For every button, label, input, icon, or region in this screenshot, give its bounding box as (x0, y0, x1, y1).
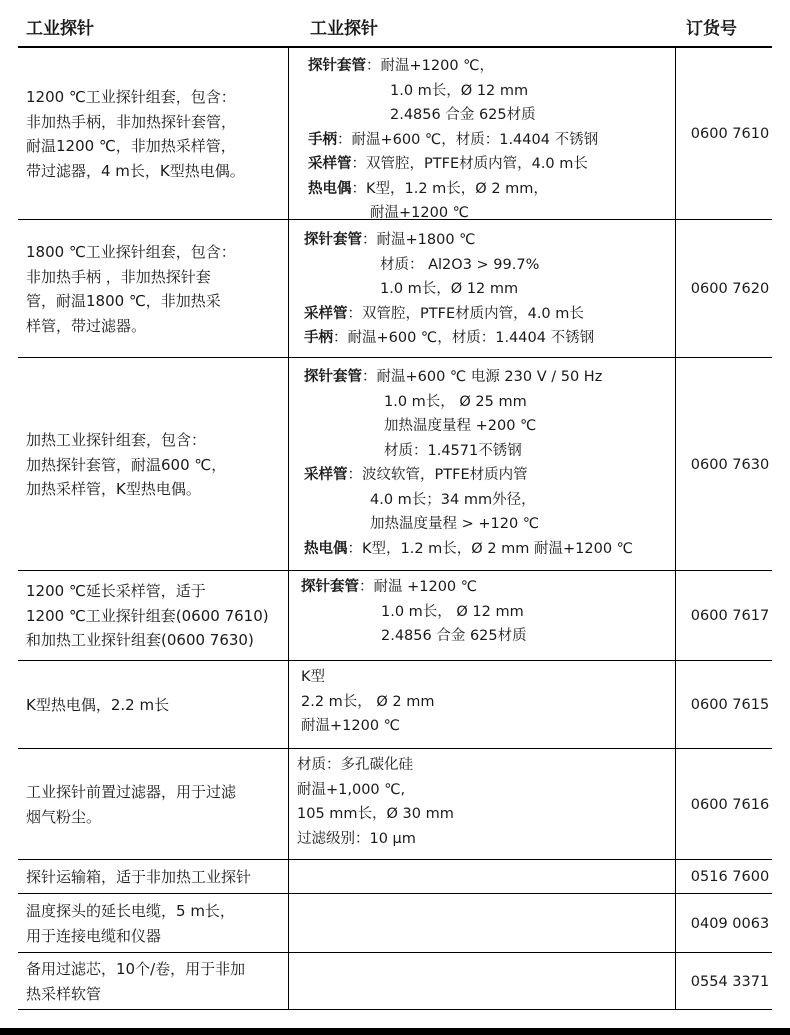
spec-label: 采样管 (304, 467, 348, 483)
spec-line (301, 624, 685, 649)
description-line: 1800 ℃工业探针组套，包含： (26, 243, 236, 261)
table-row (18, 358, 772, 571)
product-description (26, 579, 288, 653)
spec-text: 耐温+1,000 ℃, (297, 781, 406, 798)
spec-text: 2.2 m长， Ø 2 mm (301, 693, 435, 710)
product-specification (304, 228, 688, 351)
spec-line (308, 54, 692, 79)
spec-label: 采样管 (308, 156, 352, 172)
description-line: 热采样软管 (26, 984, 102, 1003)
description-line: 耐温1200 ℃，非加热采样管， (26, 137, 236, 155)
header-order-number: 订货号 (686, 19, 737, 39)
table-row (18, 661, 772, 749)
spec-text: ：耐温 +1200 ℃ (359, 579, 478, 595)
spec-text: 材质：1.4571不锈钢 (384, 442, 522, 459)
product-specification (301, 665, 685, 739)
description-line: 和加热工业探针组套(0600 7630) (26, 631, 254, 649)
spec-text: ：耐温+600 ℃，材质：1.4404 不锈钢 (333, 330, 595, 346)
product-description (26, 693, 288, 718)
column-divider-1 (288, 48, 289, 1010)
spec-label: 手柄 (304, 330, 333, 346)
spec-line (304, 277, 688, 302)
spec-text: ：双管腔，PTFE材质内管，4.0 m长 (351, 156, 588, 172)
footer-bar (0, 1028, 790, 1035)
description-line: 加热探针套管，耐温600 ℃， (26, 455, 227, 474)
description-line: K型热电偶，2.2 m长 (26, 696, 170, 714)
spec-line (304, 390, 688, 415)
spec-line (308, 79, 692, 104)
spec-text: 加热温度量程 > +120 ℃ (370, 516, 540, 532)
spec-label: 手柄 (308, 131, 337, 148)
spec-text: 材质： Al2O3 > 99.7% (380, 256, 540, 273)
order-number: 0600 7630 (690, 457, 770, 473)
product-description (26, 865, 288, 890)
spec-label: 探针套管 (308, 58, 366, 74)
description-line: 1200 ℃延长采样管，适于 (26, 582, 206, 600)
order-number: 0516 7600 (690, 869, 770, 885)
spec-label: 探针套管 (304, 369, 362, 385)
spec-line (304, 253, 688, 278)
spec-label: 热电偶 (304, 540, 348, 557)
description-line: 非加热手柄 ，非加热探针套 (26, 267, 211, 286)
description-line: 工业探针前置过滤器，用于过滤 (26, 783, 237, 801)
table-row (18, 894, 772, 953)
order-number: 0600 7615 (690, 697, 770, 713)
spec-line (304, 439, 688, 464)
spec-label: 热电偶 (308, 180, 352, 197)
order-number: 0409 0063 (690, 916, 770, 932)
spec-line (301, 600, 685, 625)
spec-text: 105 mm长，Ø 30 mm (297, 806, 454, 822)
spec-line (304, 488, 688, 513)
order-number: 0600 7616 (690, 797, 770, 813)
table-row (18, 860, 772, 894)
spec-text: 2.4856 合金 625材质 (390, 107, 536, 123)
spec-text: ：耐温+1800 ℃ (362, 232, 476, 248)
description-line: 管，耐温1800 ℃，非加热采 (26, 292, 221, 310)
spec-label: 探针套管 (304, 232, 362, 248)
spec-line (297, 827, 681, 852)
spec-line (304, 228, 688, 253)
description-line: 烟气粉尘。 (26, 807, 102, 826)
product-specification (308, 54, 692, 226)
spec-text: 1.0 m长，Ø 12 mm (380, 281, 519, 297)
description-line: 加热工业探针组套，包含： (26, 431, 207, 449)
description-line: 1200 ℃工业探针组套(0600 7610) (26, 606, 269, 625)
spec-text: 1.0 m长， Ø 12 mm (381, 603, 524, 620)
column-divider-2 (675, 48, 676, 1010)
table-row (18, 953, 772, 1010)
spec-text: 耐温+1200 ℃ (301, 718, 400, 734)
spec-line (297, 778, 681, 803)
spec-line (301, 665, 685, 690)
spec-line (304, 537, 688, 562)
product-description (26, 957, 288, 1006)
spec-text: ：耐温+1200 ℃， (366, 58, 494, 74)
spec-line (301, 714, 685, 739)
description-line: 带过滤器，4 m长，K型热电偶。 (26, 161, 245, 180)
spec-text: 4.0 m长；34 mm外径， (370, 491, 536, 508)
order-number: 0600 7617 (690, 608, 770, 624)
spec-line (304, 414, 688, 439)
spec-text: K型 (301, 669, 326, 685)
spec-text: ：波纹软管，PTFE材质内管 (347, 467, 528, 483)
table-row (18, 749, 772, 860)
product-description (26, 240, 288, 338)
spec-text: 1.0 m长，Ø 12 mm (390, 82, 529, 99)
spec-line (304, 365, 688, 390)
description-line: 温度探头的延长电缆，5 m长， (26, 902, 235, 920)
spec-label: 采样管 (304, 305, 348, 322)
product-description (26, 780, 288, 829)
description-line: 用于连接电缆和仪器 (26, 926, 162, 945)
product-description (26, 428, 288, 502)
product-specification (304, 365, 688, 561)
product-specification (297, 753, 681, 851)
spec-line (301, 575, 685, 600)
order-number: 0600 7610 (690, 126, 770, 142)
product-description (26, 899, 288, 948)
header-product: 工业探针 (26, 19, 94, 39)
spec-label: 探针套管 (301, 579, 359, 595)
spec-text: ：双管腔，PTFE材质内管，4.0 m长 (347, 305, 584, 322)
spec-text: 2.4856 合金 625材质 (381, 628, 527, 644)
spec-text: 材质：多孔碳化硅 (297, 757, 413, 773)
order-number: 0554 3371 (690, 974, 770, 990)
spec-line (308, 152, 692, 177)
product-description (26, 85, 288, 183)
description-line: 样管，带过滤器。 (26, 316, 147, 335)
description-line: 加热采样管，K型热电偶。 (26, 480, 201, 498)
description-line: 非加热手柄，非加热探针套管， (26, 112, 237, 131)
spec-text: 加热温度量程 +200 ℃ (384, 418, 537, 434)
spec-text: ：K型，1.2 m长，Ø 2 mm 耐温+1200 ℃ (347, 540, 633, 557)
header-specification: 工业探针 (310, 19, 378, 39)
table-row (18, 571, 772, 661)
spec-text: 1.0 m长， Ø 25 mm (384, 393, 527, 410)
spec-line (297, 753, 681, 778)
spec-text: 耐温+1200 ℃ (370, 205, 469, 221)
table-row (18, 48, 772, 220)
spec-line (308, 128, 692, 153)
spec-line (308, 177, 692, 202)
table-header (0, 0, 790, 48)
order-number: 0600 7620 (690, 281, 770, 297)
description-line: 备用过滤芯，10个/卷，用于非加 (26, 960, 246, 978)
table-row (18, 220, 772, 358)
description-line: 1200 ℃工业探针组套，包含： (26, 88, 236, 106)
spec-line (304, 463, 688, 488)
spec-line (304, 326, 688, 351)
spec-line (301, 690, 685, 715)
spec-line (297, 802, 681, 827)
spec-line (308, 103, 692, 128)
spec-text: ：耐温+600 ℃，材质：1.4404 不锈钢 (337, 131, 599, 148)
spec-line (304, 302, 688, 327)
spec-text: 过滤级别：10 μm (297, 830, 416, 847)
description-line: 探针运输箱，适于非加热工业探针 (26, 868, 252, 886)
product-specification (301, 575, 685, 649)
spec-text: ：耐温+600 ℃ 电源 230 V / 50 Hz (362, 369, 603, 385)
spec-text: ：K型，1.2 m长，Ø 2 mm， (351, 180, 548, 197)
spec-line (304, 512, 688, 537)
